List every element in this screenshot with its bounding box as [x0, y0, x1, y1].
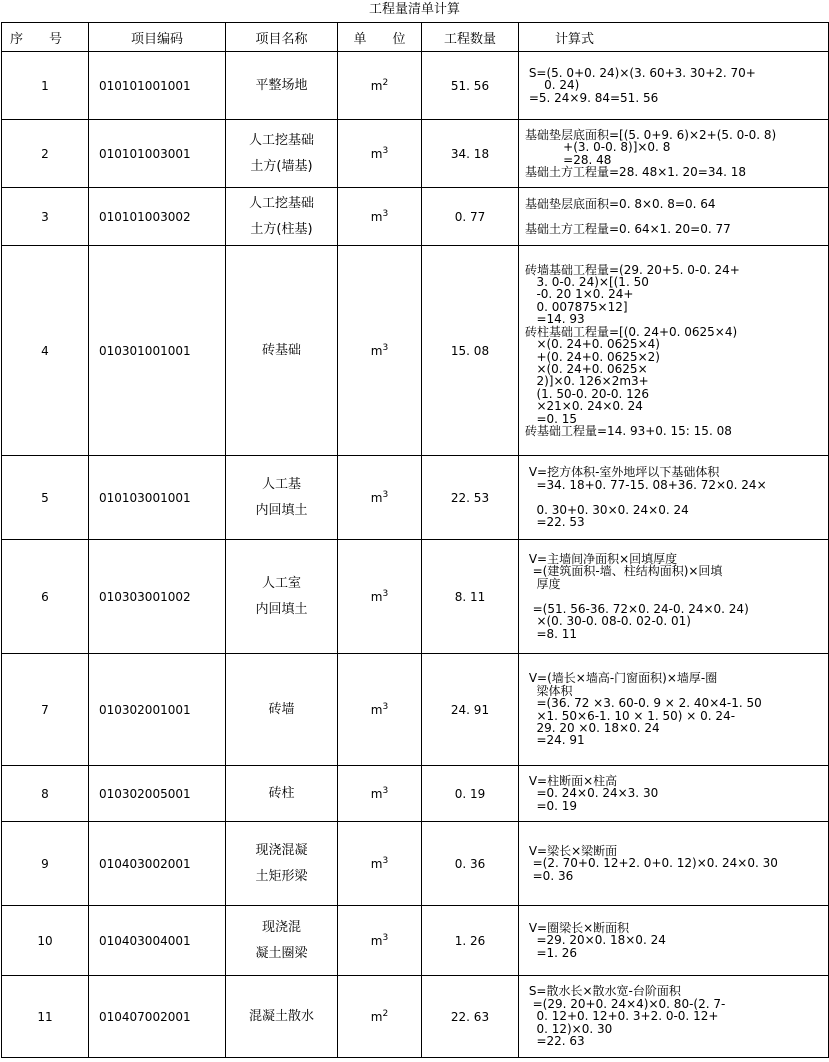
- row-unit: [338, 540, 422, 654]
- formula-line: S=散水长×散水宽-台阶面积: [525, 984, 681, 999]
- row-formula: [519, 456, 829, 540]
- unit-exponent: 3: [382, 933, 389, 943]
- formula-line: =(36. 72 ×3. 60-0. 9 × 2. 40×4-1. 50: [525, 696, 762, 711]
- formula-line: V=柱断面×柱高: [525, 773, 618, 788]
- formula-line: 基础垫层底面积=[(5. 0+9. 6)×2+(5. 0-0. 8): [525, 127, 777, 142]
- quantity-table: [1, 22, 829, 1058]
- unit-exponent: 3: [382, 589, 389, 599]
- row-formula: [519, 246, 829, 456]
- unit-base: m: [370, 934, 383, 948]
- row-code: 010303001002: [89, 540, 226, 654]
- formula-line: [525, 491, 828, 503]
- formula-line: ×21×0. 24×0. 24: [525, 399, 643, 414]
- formula-line: =28. 48: [525, 152, 612, 167]
- row-unit: [338, 654, 422, 766]
- header-name: 项目名称: [226, 23, 338, 52]
- header-code: 项目编码: [89, 23, 226, 52]
- row-name: [226, 188, 338, 246]
- row-name-line: 人工挖基础: [248, 195, 314, 211]
- row-name-line: 混凝土散水: [248, 1008, 314, 1024]
- row-name-line: 土方(墙基): [250, 158, 313, 174]
- unit-base: m: [370, 79, 383, 93]
- formula-line: ×(0. 24+0. 0625×4): [525, 337, 660, 352]
- row-name: [226, 976, 338, 1058]
- row-number: 2: [2, 120, 89, 188]
- row-quantity: 22. 53: [422, 456, 519, 540]
- formula-line: =(建筑面积-墙、柱结构面积)×回填: [525, 564, 723, 579]
- formula-line: 厚度: [525, 576, 561, 591]
- formula-line: V=(墙长×墙高-门窗面积)×墙厚-圈: [525, 671, 718, 686]
- table-row: [2, 976, 829, 1058]
- formula-line: ×1. 50×6-1. 10 × 1. 50) × 0. 24-: [525, 708, 736, 723]
- formula-line: =22. 63: [525, 1034, 585, 1049]
- row-formula: [519, 52, 829, 120]
- table-row: [2, 120, 829, 188]
- row-unit: [338, 906, 422, 976]
- row-formula: [519, 540, 829, 654]
- formula-line: +(3. 0-0. 8)]×0. 8: [525, 140, 671, 155]
- row-quantity: 0. 36: [422, 822, 519, 906]
- row-code: 010101003001: [89, 120, 226, 188]
- formula-line: V=主墙间净面积×回填厚度: [525, 552, 678, 567]
- formula-line: V=挖方体积-室外地坪以下基础体积: [525, 465, 720, 480]
- formula-line: 0. 12+0. 12+0. 3+2. 0-0. 12+: [525, 1009, 719, 1024]
- row-formula: [519, 766, 829, 822]
- row-number: 5: [2, 456, 89, 540]
- table-row: [2, 246, 829, 456]
- unit-exponent: 3: [382, 786, 389, 796]
- page-title: 工程量清单计算: [368, 2, 460, 17]
- row-code: 010101001001: [89, 52, 226, 120]
- formula-line: =14. 93: [525, 312, 585, 327]
- formula-line: =0. 15: [525, 411, 578, 426]
- unit-base: m: [370, 703, 383, 717]
- unit-base: m: [370, 1010, 383, 1024]
- row-formula: [519, 120, 829, 188]
- row-quantity: 1. 26: [422, 906, 519, 976]
- formula-line: 基础垫层底面积=0. 8×0. 8=0. 64: [525, 196, 716, 211]
- header-no: 序 号: [2, 23, 89, 52]
- formula-line: 2)]×0. 126×2m3+: [525, 374, 649, 389]
- formula-line: -0. 20 1×0. 24+: [525, 287, 634, 302]
- row-name: [226, 456, 338, 540]
- formula-line: 29. 20 ×0. 18×0. 24: [525, 720, 660, 735]
- row-code: 010403002001: [89, 822, 226, 906]
- formula-line: (1. 50-0. 20-0. 126: [525, 386, 650, 401]
- row-number: 3: [2, 188, 89, 246]
- formula-line: 0. 30+0. 30×0. 24×0. 24: [525, 502, 689, 517]
- table-body: [2, 52, 829, 1058]
- row-name: [226, 766, 338, 822]
- unit-exponent: 3: [382, 146, 389, 156]
- formula-line: V=圈梁长×断面积: [525, 920, 630, 935]
- row-code: 010407002001: [89, 976, 226, 1058]
- row-name-line: 土方(柱基): [250, 221, 313, 237]
- formula-line: S=(5. 0+0. 24)×(3. 60+3. 30+2. 70+: [525, 65, 756, 80]
- formula-line: =0. 24×0. 24×3. 30: [525, 786, 659, 801]
- row-name-line: 现浇混凝: [255, 842, 308, 858]
- formula-line: V=梁长×梁断面: [525, 843, 618, 858]
- row-quantity: 24. 91: [422, 654, 519, 766]
- formula-line: 砖基础工程量=14. 93+0. 15: 15. 08: [525, 423, 732, 438]
- row-name-line: 砖柱: [268, 785, 295, 801]
- row-name: [226, 822, 338, 906]
- unit-base: m: [370, 147, 383, 161]
- row-number: 7: [2, 654, 89, 766]
- unit-exponent: 3: [382, 702, 389, 712]
- formula-line: =34. 18+0. 77-15. 08+36. 72×0. 24×: [525, 477, 767, 492]
- row-number: 8: [2, 766, 89, 822]
- table-row: [2, 456, 829, 540]
- row-name-line: 人工基: [261, 476, 301, 492]
- row-number: 9: [2, 822, 89, 906]
- table-row: [2, 654, 829, 766]
- formula-line: =(51. 56-36. 72×0. 24-0. 24×0. 24): [525, 601, 749, 616]
- row-unit: [338, 188, 422, 246]
- row-name: [226, 120, 338, 188]
- row-code: 010101003002: [89, 188, 226, 246]
- formula-line: =24. 91: [525, 733, 585, 748]
- formula-line: 0. 007875×12]: [525, 299, 628, 314]
- row-unit: [338, 52, 422, 120]
- formula-line: 基础土方工程量=0. 64×1. 20=0. 77: [525, 221, 731, 236]
- row-formula: [519, 822, 829, 906]
- header-unit: 单 位: [338, 23, 422, 52]
- row-unit: [338, 822, 422, 906]
- formula-line: 0. 24): [525, 78, 580, 93]
- unit-exponent: 2: [382, 1009, 389, 1019]
- formula-line: +(0. 24+0. 0625×2): [525, 349, 660, 364]
- table-row: [2, 188, 829, 246]
- unit-base: m: [370, 787, 383, 801]
- header-formula: 计算式: [519, 23, 829, 52]
- row-number: 1: [2, 52, 89, 120]
- row-quantity: 51. 56: [422, 52, 519, 120]
- row-name: [226, 52, 338, 120]
- row-quantity: 15. 08: [422, 246, 519, 456]
- formula-line: =5. 24×9. 84=51. 56: [525, 90, 659, 105]
- row-quantity: 0. 77: [422, 188, 519, 246]
- formula-line: [525, 590, 828, 602]
- row-code: 010403004001: [89, 906, 226, 976]
- formula-line: 基础土方工程量=28. 48×1. 20=34. 18: [525, 164, 747, 179]
- table-row: [2, 906, 829, 976]
- formula-line: [525, 210, 828, 222]
- row-quantity: 0. 19: [422, 766, 519, 822]
- unit-base: m: [370, 590, 383, 604]
- row-formula: [519, 976, 829, 1058]
- row-quantity: 34. 18: [422, 120, 519, 188]
- table-row: [2, 52, 829, 120]
- row-number: 6: [2, 540, 89, 654]
- unit-base: m: [370, 344, 383, 358]
- row-number: 4: [2, 246, 89, 456]
- row-formula: [519, 906, 829, 976]
- unit-base: m: [370, 857, 383, 871]
- table-row: [2, 540, 829, 654]
- row-name-line: 砖基础: [261, 342, 301, 358]
- table-row: [2, 822, 829, 906]
- row-name-line: 砖墙: [268, 701, 295, 717]
- row-code: 010302001001: [89, 654, 226, 766]
- row-formula: [519, 188, 829, 246]
- formula-line: =22. 53: [525, 515, 585, 530]
- unit-exponent: 3: [382, 856, 389, 866]
- row-name-line: 内回填土: [255, 502, 308, 518]
- row-unit: [338, 456, 422, 540]
- row-name-line: 土矩形梁: [255, 868, 308, 884]
- row-code: 010103001001: [89, 456, 226, 540]
- formula-line: ×(0. 24+0. 0625×: [525, 361, 648, 376]
- header-qty: 工程数量: [422, 23, 519, 52]
- formula-line: ×(0. 30-0. 08-0. 02-0. 01): [525, 614, 691, 629]
- row-name-line: 内回填土: [255, 601, 308, 617]
- unit-exponent: 3: [382, 209, 389, 219]
- unit-exponent: 2: [382, 78, 389, 88]
- formula-line: =0. 19: [525, 798, 578, 813]
- unit-base: m: [370, 210, 383, 224]
- row-name: [226, 654, 338, 766]
- row-number: 11: [2, 976, 89, 1058]
- formula-line: 砖墙基础工程量=(29. 20+5. 0-0. 24+: [525, 262, 740, 277]
- row-name-line: 平整场地: [255, 77, 308, 93]
- row-name-line: 人工挖基础: [248, 132, 314, 148]
- row-code: 010302005001: [89, 766, 226, 822]
- formula-line: 0. 12)×0. 30: [525, 1021, 613, 1036]
- row-name-line: 现浇混: [261, 919, 301, 935]
- row-formula: [519, 654, 829, 766]
- row-unit: [338, 246, 422, 456]
- formula-line: 梁体积: [525, 683, 573, 698]
- row-unit: [338, 976, 422, 1058]
- formula-line: =29. 20×0. 18×0. 24: [525, 933, 666, 948]
- row-number: 10: [2, 906, 89, 976]
- formula-line: 3. 0-0. 24)×[(1. 50: [525, 275, 649, 290]
- row-code: 010301001001: [89, 246, 226, 456]
- row-name: [226, 246, 338, 456]
- formula-line: =8. 11: [525, 626, 578, 641]
- table-row: [2, 766, 829, 822]
- unit-base: m: [370, 491, 383, 505]
- row-quantity: 22. 63: [422, 976, 519, 1058]
- row-unit: [338, 120, 422, 188]
- row-quantity: 8. 11: [422, 540, 519, 654]
- formula-line: 砖柱基础工程量=[(0. 24+0. 0625×4): [525, 324, 738, 339]
- formula-line: =0. 36: [525, 868, 574, 883]
- table-header-row: [2, 23, 829, 52]
- unit-exponent: 3: [382, 343, 389, 353]
- row-name: [226, 540, 338, 654]
- unit-exponent: 3: [382, 490, 389, 500]
- formula-line: =(2. 70+0. 12+2. 0+0. 12)×0. 24×0. 30: [525, 856, 778, 871]
- formula-line: =(29. 20+0. 24×4)×0. 80-(2. 7-: [525, 996, 726, 1011]
- row-name-line: 人工室: [261, 575, 301, 591]
- formula-line: =1. 26: [525, 945, 578, 960]
- row-unit: [338, 766, 422, 822]
- row-name-line: 凝土圈梁: [255, 945, 308, 961]
- row-name: [226, 906, 338, 976]
